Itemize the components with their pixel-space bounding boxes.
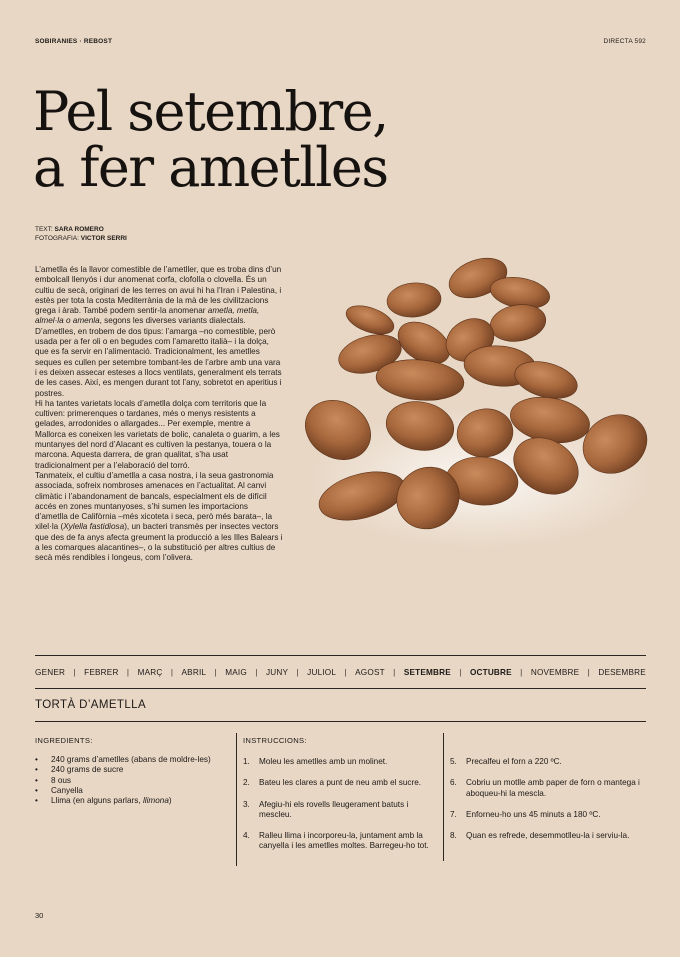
step-text: Bateu les clares a punt de neu amb el sucre. bbox=[259, 778, 422, 788]
paragraph-4 bbox=[35, 471, 283, 564]
month-juliol: JULIOL bbox=[307, 667, 337, 677]
paragraph-2: D’ametlles, en trobem de dos tipus: l’amarga –no comestible, però usada per a fer oli o en begudes com l’amaretto italià– i la dolça, que es fa servir en l’alimentació. Tradicionalment, les ametlles seques es cullen per setembre tombant-les de l’arbre amb una vara i es deixen assecar esteses a llocs ventilats, generalment els terrats de les cases. Així, es mengen durant tot l’any, sobretot en aperitius i postres. bbox=[35, 326, 282, 398]
text-author: SARA ROMERO bbox=[54, 226, 104, 233]
month-separator: | bbox=[214, 667, 217, 677]
paragraph-1-text: L’ametlla és la llavor comestible de l’ametller, que es troba dins d’un embolcall llenyós i dur anomenat corfa, clofolla o clovella. És un cultiu de secà, originari de les terres on avui hi ha l’Iran i Palestina, i estès per tota la costa Mediterrània de la mà de les civilitzacions grega i àrab. També podem sentir-la anomenar bbox=[35, 265, 282, 316]
photo-credit-label: FOTOGRAFIA: bbox=[35, 235, 81, 242]
instructions-label: INSTRUCCIONS: bbox=[243, 736, 307, 745]
month-desembre: DESEMBRE bbox=[598, 667, 646, 677]
month-setembre: SETEMBRE bbox=[403, 667, 451, 677]
photo-author: VICTOR SERRI bbox=[80, 235, 127, 242]
seasonal-month-bar bbox=[35, 655, 646, 689]
step-text: Afegiu-hi els rovells lleugerament batuts i mescleu. bbox=[259, 799, 409, 819]
step-number: 7. bbox=[450, 809, 457, 819]
ingredients-list bbox=[35, 755, 230, 806]
step-text: Ralleu llima i incorporeu-la, juntament amb la canyella i les ametlles moltes. Barregeu-ho tot. bbox=[259, 831, 429, 851]
paragraph-1-text-end: , segons les diverses variants dialectals. bbox=[99, 316, 246, 326]
almonds-photo bbox=[300, 248, 650, 558]
ingredient-item: • Canyella bbox=[35, 786, 230, 796]
instruction-step bbox=[243, 831, 439, 852]
paragraph-4-italic: Xylella fastidiosa bbox=[63, 522, 125, 532]
month-febrer: FEBRER bbox=[84, 667, 119, 677]
instruction-step bbox=[450, 831, 646, 841]
paragraph-4-text: Tanmateix, el cultiu d’ametlla a casa nostra, i la seua gastronomia associada, sofreix nombroses amenaces en l’actualitat. Al canvi climàtic i l’abandonament de bancals, especialment els de difícil accés en zones muntanyoses, s’hi sumen les importacions d’ametlla de Califòrnia –més xicoteta i seca, però més barata–, la xilel·la ( bbox=[35, 470, 274, 532]
month-novembre: NOVEMBRE bbox=[530, 667, 580, 677]
issue-label: DIRECTA 592 bbox=[603, 38, 646, 45]
page-title bbox=[33, 80, 388, 199]
instruction-step bbox=[243, 800, 439, 821]
month-març: MARÇ bbox=[137, 667, 163, 677]
divider bbox=[35, 721, 646, 722]
month-separator: | bbox=[73, 667, 76, 677]
step-number: 2. bbox=[243, 778, 250, 788]
step-text: Moleu les ametlles amb un molinet. bbox=[259, 757, 388, 766]
month-abril: ABRIL bbox=[181, 667, 207, 677]
instruction-step bbox=[243, 778, 439, 788]
month-separator: | bbox=[344, 667, 347, 677]
column-divider bbox=[236, 733, 237, 866]
page-number: 30 bbox=[35, 911, 44, 920]
month-separator: | bbox=[296, 667, 299, 677]
month-maig: MAIG bbox=[225, 667, 247, 677]
step-number: 8. bbox=[450, 831, 457, 841]
step-text: Cobriu un motlle amb paper de forn o mantega i aboqueu-hi la mescla. bbox=[466, 778, 640, 798]
ingredients-label: INGREDIENTS: bbox=[35, 736, 93, 745]
step-number: 3. bbox=[243, 799, 250, 809]
step-number: 1. bbox=[243, 757, 250, 766]
ingredient-text-end: ) bbox=[168, 796, 172, 806]
month-separator: | bbox=[520, 667, 523, 677]
column-divider bbox=[443, 733, 444, 861]
month-separator: | bbox=[393, 667, 396, 677]
ingredient-item: • 240 grams de sucre bbox=[35, 765, 230, 775]
paragraph-1-italic: ametla, metla, almel·la o amenla bbox=[35, 306, 260, 326]
month-juny: JUNY bbox=[265, 667, 289, 677]
ingredient-item: • 240 grams d’ametlles (abans de moldre-les) bbox=[35, 755, 230, 765]
step-text: Quan es refrede, desemmotlleu-la i serviu-la. bbox=[466, 831, 630, 841]
instruction-step bbox=[450, 778, 646, 799]
article-body bbox=[35, 265, 283, 564]
ingredient-text: Llima (en alguns parlars, bbox=[51, 796, 143, 806]
credits bbox=[35, 225, 127, 243]
month-separator: | bbox=[126, 667, 130, 677]
month-separator: | bbox=[459, 667, 462, 677]
month-gener: GENER bbox=[35, 667, 66, 677]
month-separator: | bbox=[170, 667, 174, 677]
paragraph-4-text-end: ), un bacteri transmès per insectes vectors que des de fa anys afecta greument la producció a les Illes Balears i a les comarques alacantines–, o la substitució per altres cultius de secà més rendibles i longeus, com l’olivera. bbox=[35, 522, 283, 563]
paragraph-3: Hi ha tantes varietats locals d’ametlla dolça com territoris que la cultiven: primerenques o tardanes, més o menys resistents a gelades, arrodonides o allargades... Per exemple, mentre a Mallorca es coneixen les varietats de bolic, canaleta o guarim, a les muntanyes del nord d’Alacant es cultiven la pestanya, touera o la marcona. Aquesta darrera, de gran qualitat, s’ha usat tradicionalment per a l’elaboració del torró. bbox=[35, 398, 280, 470]
step-text: Enforneu-ho uns 45 minuts a 180 ºC. bbox=[466, 809, 601, 819]
ingredient-item bbox=[35, 796, 230, 806]
month-octubre: OCTUBRE bbox=[469, 667, 512, 677]
instruction-step bbox=[450, 757, 646, 767]
recipe-title: TORTÀ D’AMETLLA bbox=[35, 699, 147, 711]
instructions-list-a bbox=[243, 757, 439, 863]
month-agost: AGOST bbox=[355, 667, 385, 677]
step-number: 6. bbox=[450, 778, 457, 788]
paragraph-1 bbox=[35, 265, 283, 327]
title-line-2: a fer ametlles bbox=[33, 136, 388, 199]
instructions-list-b bbox=[450, 757, 646, 852]
step-number: 4. bbox=[243, 831, 250, 841]
text-credit-label: TEXT: bbox=[35, 226, 55, 233]
title-line-1: Pel setembre, bbox=[33, 80, 388, 143]
month-separator: | bbox=[255, 667, 258, 677]
instruction-step bbox=[450, 810, 646, 820]
ingredient-italic: llimona bbox=[142, 796, 169, 806]
step-number: 5. bbox=[450, 757, 457, 766]
ingredient-item: • 8 ous bbox=[35, 776, 230, 786]
step-text: Precalfeu el forn a 220 ºC. bbox=[466, 757, 562, 766]
month-separator: | bbox=[587, 667, 590, 677]
instruction-step bbox=[243, 757, 439, 767]
section-label: SOBIRANIES · REBOST bbox=[35, 38, 113, 45]
